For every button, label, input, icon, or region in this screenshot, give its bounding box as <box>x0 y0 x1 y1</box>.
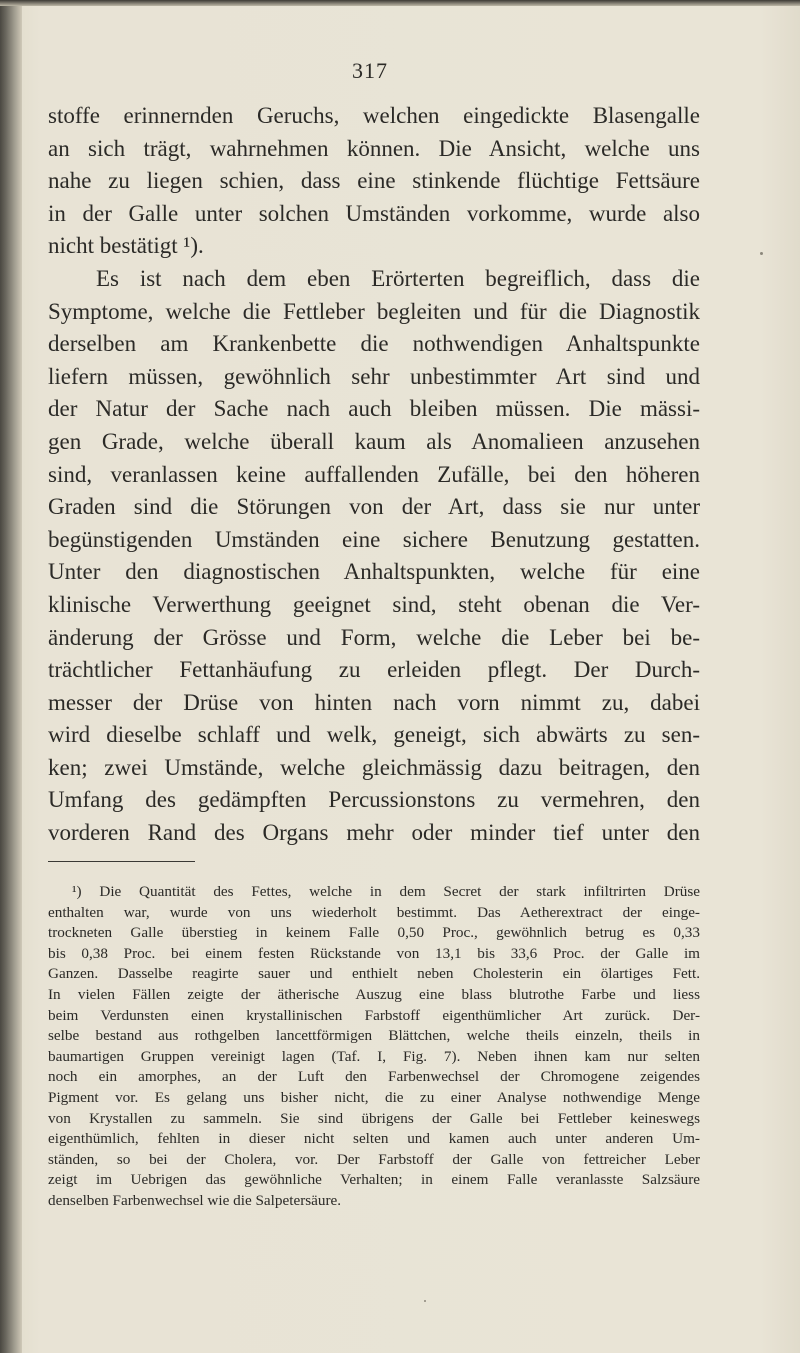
footnote-line: selbe bestand aus rothgelben lancettförmigen Blättchen, welche theils einzeln, theils in <box>48 1027 700 1045</box>
body-line: Unter den diagnostischen Anhaltspunkten, welche für eine <box>48 559 700 585</box>
paper-speck <box>760 252 763 255</box>
page-number: 317 <box>352 58 388 83</box>
paper-speck <box>424 1300 426 1302</box>
footnote-line: beim Verdunsten einen krystallinischen Farbstoff eigenthümlicher Art zurück. Der- <box>48 1006 700 1024</box>
footnote-line: trockneten Galle überstieg in keinem Falle 0,50 Proc., gewöhnlich betrug es 0,33 <box>48 924 700 942</box>
body-line: sind, veranlassen keine auffallenden Zufälle, bei den höheren <box>48 461 700 487</box>
body-line: derselben am Krankenbette die nothwendigen Anhaltspunkte <box>48 331 700 357</box>
body-line: wird dieselbe schlaff und welk, geneigt, sich abwärts zu sen- <box>48 722 700 748</box>
body-line: Umfang des gedämpften Percussionstons zu vermehren, den <box>48 787 700 813</box>
footnote-line: noch ein amorphes, an der Luft den Farbenwechsel der Chromogene zeigendes <box>48 1068 700 1086</box>
body-line: messer der Drüse von hinten nach vorn nimmt zu, dabei <box>48 689 700 715</box>
footnote-line: In vielen Fällen zeigte der ätherische Auszug eine blass blutrothe Farbe und liess <box>48 985 700 1003</box>
body-line: Graden sind die Störungen von der Art, dass sie nur unter <box>48 494 700 520</box>
body-line: stoffe erinnernden Geruchs, welchen eingedickte Blasengalle <box>48 103 700 128</box>
body-line: liefern müssen, gewöhnlich sehr unbestimmter Art sind und <box>48 363 700 389</box>
footnote-line: ständen, so bei der Cholera, vor. Der Farbstoff der Galle von fettreicher Leber <box>48 1150 700 1168</box>
body-line: Symptome, welche die Fettleber begleiten und für die Diagnostik <box>48 298 700 324</box>
page-top-edge <box>0 0 800 6</box>
book-spine-shadow <box>0 0 22 1353</box>
footnote-line: Ganzen. Dasselbe reagirte sauer und enthielt neben Cholesterin ein ölartiges Fett. <box>48 965 700 983</box>
footnote-line: enthalten war, wurde von uns wiederholt bestimmt. Das Aetherextract der einge- <box>48 903 700 921</box>
footnote-line: von Krystallen zu sammeln. Sie sind übrigens der Galle bei Fettleber keineswegs <box>48 1109 700 1127</box>
body-line: an sich trägt, wahrnehmen können. Die Ansicht, welche uns <box>48 135 700 161</box>
footnote-line: denselben Farbenwechsel wie die Salpetersäure. <box>48 1191 342 1209</box>
body-line: trächtlicher Fettanhäufung zu erleiden pflegt. Der Durch- <box>48 657 700 683</box>
body-line: gen Grade, welche überall kaum als Anomalieen anzusehen <box>48 428 700 454</box>
body-line: der Natur der Sache nach auch bleiben müssen. Die mässi- <box>48 396 700 422</box>
footnote-line: zeigt im Uebrigen das gewöhnliche Verhalten; in einem Falle veranlasste Salzsäure <box>48 1171 700 1189</box>
footnote <box>48 882 700 1212</box>
footnote-line: eigenthümlich, fehlten in dieser nicht selten und kamen auch unter anderen Um- <box>48 1130 700 1148</box>
footnote-line: bis 0,38 Proc. bei einem festen Rückstande von 13,1 bis 33,6 Proc. der Galle im <box>48 944 700 962</box>
body-line: nahe zu liegen schien, dass eine stinkende flüchtige Fettsäure <box>48 168 700 194</box>
body-line: klinische Verwerthung geeignet sind, steht obenan die Ver- <box>48 591 700 617</box>
footnote-separator <box>48 861 195 862</box>
body-text <box>48 100 700 850</box>
body-line: Es ist nach dem eben Erörterten begreiflich, dass die <box>96 265 700 291</box>
body-line: änderung der Grösse und Form, welche die Leber bei be- <box>48 624 700 650</box>
body-line: ken; zwei Umstände, welche gleichmässig dazu beitragen, den <box>48 754 700 780</box>
body-line: begünstigenden Umständen eine sichere Benutzung gestatten. <box>48 526 700 552</box>
footnote-line: baumartigen Gruppen vereinigt lagen (Taf. I, Fig. 7). Neben ihnen kam nur selten <box>48 1047 700 1065</box>
footnote-line: ¹) Die Quantität des Fettes, welche in dem Secret der stark infiltrirten Drüse <box>72 883 700 900</box>
footnote-line: Pigment vor. Es gelang uns bisher nicht, die zu einer Analyse nothwendige Menge <box>48 1088 700 1106</box>
body-line: vorderen Rand des Organs mehr oder minder tief unter den <box>48 820 700 846</box>
body-line: nicht bestätigt ¹). <box>48 233 204 259</box>
body-line: in der Galle unter solchen Umständen vorkomme, wurde also <box>48 200 700 226</box>
